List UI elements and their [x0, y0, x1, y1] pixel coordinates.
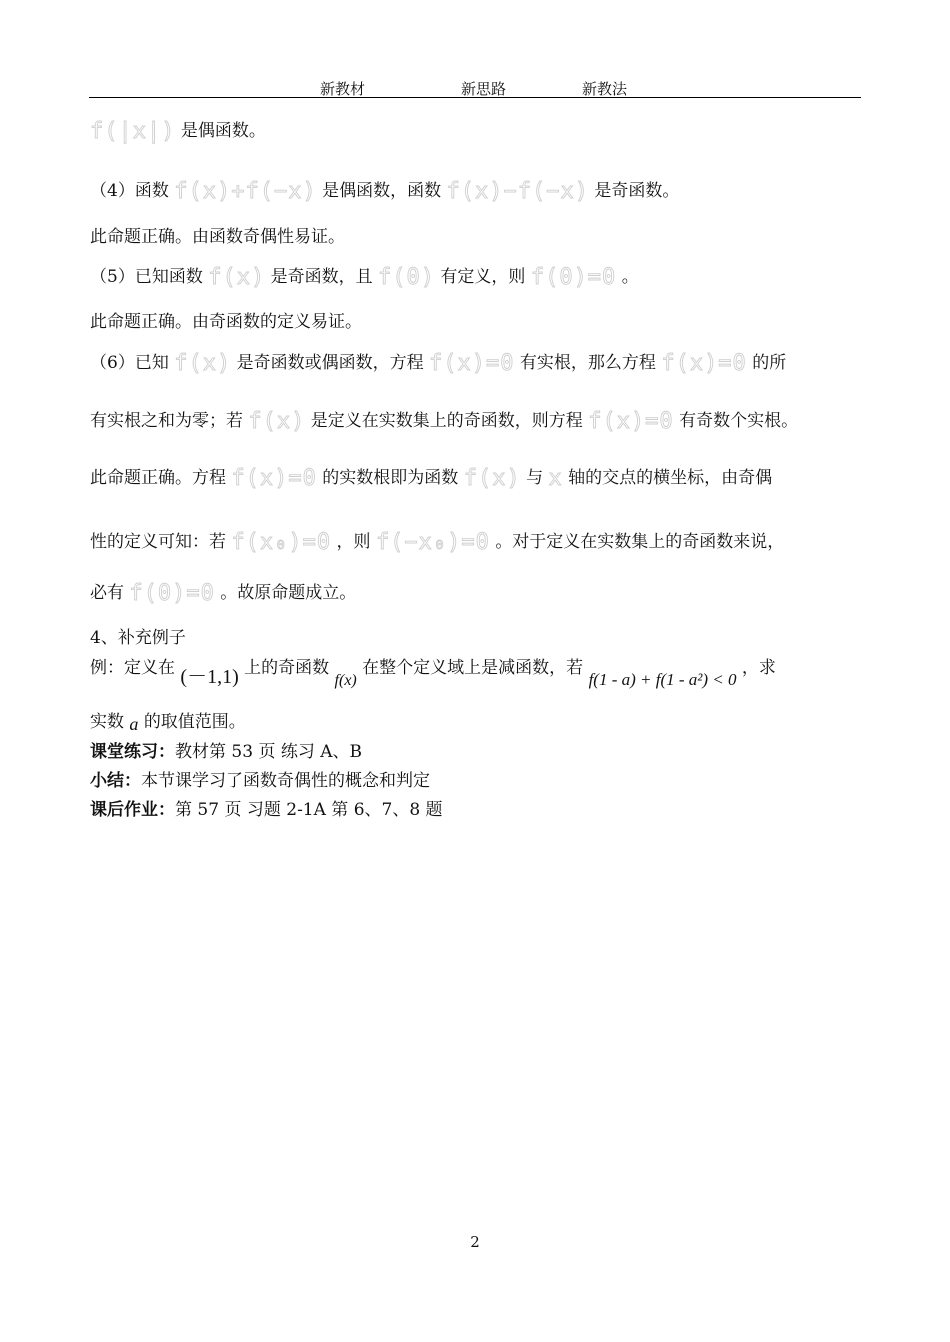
formula-image: f(x)=0	[588, 409, 674, 434]
formula-image: f(x)=0	[429, 351, 515, 376]
formula-image: f(x)−f(−x)	[446, 179, 589, 204]
header-rule	[89, 97, 861, 98]
math-a: a	[129, 714, 139, 734]
formula-image: f(x)=0	[661, 351, 747, 376]
formula-image: f(x)	[208, 265, 266, 290]
text-line: 此命题正确。由奇函数的定义易证。	[90, 312, 362, 332]
text-line: 例：定义在 (－1,1) 上的奇函数 f(x) 在整个定义域上是减函数，若 f(1 - a) + f(1 - a²) < 0 ，求	[90, 658, 776, 689]
text-line: 性的定义可知：若 f(x₀)=0 ，则 f(−x₀)=0 。对于定义在实数集上的奇函数来说，	[90, 530, 785, 555]
formula-image: f(0)	[378, 265, 436, 290]
text-line: 此命题正确。方程 f(x)=0 的实数根即为函数 f(x) 与 x 轴的交点的横坐标，由奇偶	[90, 466, 773, 491]
text-line: 实数 a 的取值范围。	[90, 712, 246, 734]
text-line: 此命题正确。由函数奇偶性易证。	[90, 227, 345, 247]
section-heading: 4、补充例子	[90, 628, 186, 648]
header-item: 新教法	[582, 80, 628, 98]
formula-image: f(x)+f(−x)	[174, 179, 317, 204]
page-number: 2	[470, 1233, 480, 1251]
text-line: 必有 f(0)=0 。故原命题成立。	[90, 581, 357, 606]
running-header	[0, 78, 950, 96]
formula-image: f(x₀)=0	[231, 530, 332, 555]
header-item: 新教材	[320, 80, 366, 98]
math-inequality: f(1 - a) + f(1 - a²) < 0	[588, 670, 737, 689]
text-line: （5）已知函数 f(x) 是奇函数，且 f(0) 有定义，则 f(0)=0 。	[90, 265, 639, 290]
text-line: f(|x|) 是偶函数。	[90, 119, 266, 144]
formula-image: f(x)	[463, 466, 521, 491]
text-line: （4）函数 f(x)+f(−x) 是偶函数，函数 f(x)−f(−x) 是奇函数。	[90, 179, 680, 204]
formula-image: f(x)	[248, 409, 306, 434]
formula-image: f(−x₀)=0	[375, 530, 490, 555]
formula-image: x	[548, 466, 563, 491]
text-line: 有实根之和为零；若 f(x) 是定义在实数集上的奇函数，则方程 f(x)=0 有奇数个实根。	[90, 409, 799, 434]
math-fx: f(x)	[334, 672, 357, 689]
text-line: 小结：本节课学习了函数奇偶性的概念和判定	[90, 771, 430, 791]
math-interval: (－1,1)	[180, 666, 239, 688]
formula-image: f(0)=0	[129, 581, 215, 606]
header-item: 新思路	[461, 80, 507, 98]
text-line: 课堂练习：教材第 53 页 练习 A、B	[90, 742, 363, 762]
text-line: （6）已知 f(x) 是奇函数或偶函数，方程 f(x)=0 有实根，那么方程 f(x)=0 的所	[90, 351, 787, 376]
formula-image: f(|x|)	[90, 119, 176, 144]
formula-image: f(0)=0	[530, 265, 617, 290]
text-line: 课后作业：第 57 页 习题 2-1A 第 6、7、8 题	[90, 800, 443, 820]
formula-image: f(x)=0	[231, 466, 317, 491]
formula-image: f(x)	[174, 351, 232, 376]
